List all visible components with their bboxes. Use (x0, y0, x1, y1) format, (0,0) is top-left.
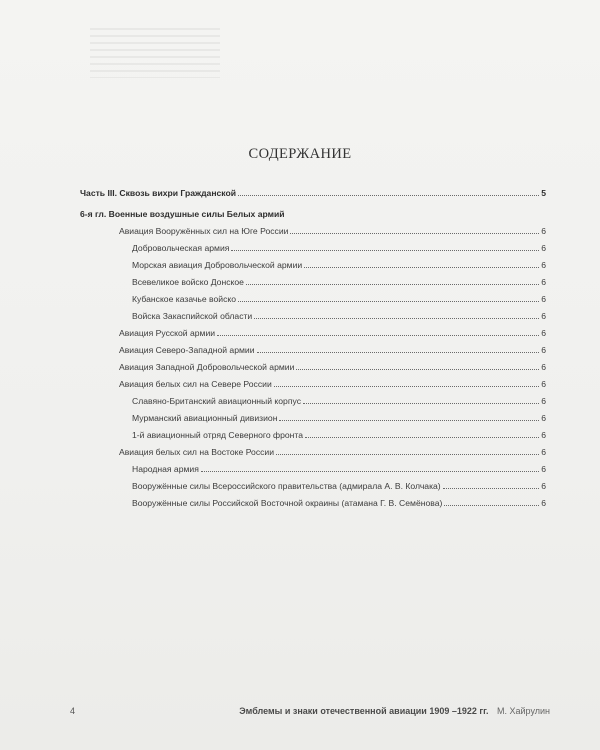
toc-entry (132, 396, 546, 407)
toc-leader-dots (246, 284, 539, 285)
toc-leader-dots (201, 471, 539, 472)
toc-entry (132, 413, 546, 424)
toc-entry-title: Авиация Русской армии (119, 328, 216, 338)
toc-entry (132, 277, 546, 288)
show-through-text (90, 28, 220, 78)
toc-page-number: 6 (541, 413, 546, 423)
toc-page-number: 6 (541, 430, 546, 440)
toc-page-number: 5 (541, 188, 546, 198)
toc-entry (119, 345, 546, 356)
toc-leader-dots (304, 267, 539, 268)
toc-leader-dots (279, 420, 539, 421)
toc-entry-title: 1-й авиационный отряд Северного фронта (132, 430, 304, 440)
toc-leader-dots (238, 195, 539, 196)
toc-entry (119, 328, 546, 339)
running-footer (239, 706, 550, 716)
toc-entry (119, 362, 546, 373)
toc-leader-dots (231, 250, 539, 251)
toc-leader-dots (217, 335, 539, 336)
toc-entry (119, 379, 546, 390)
toc-entry-title: Морская авиация Добровольческой армии (132, 260, 303, 270)
toc-leader-dots (290, 233, 539, 234)
toc-page-number: 6 (541, 481, 546, 491)
toc-entry (132, 498, 546, 509)
page-number: 4 (70, 706, 76, 716)
toc-entry-title: Добровольческая армия (132, 243, 230, 253)
toc-page-number: 6 (541, 464, 546, 474)
book-title: Эмблемы и знаки отечественной авиации 1909 –1922 гг. (239, 706, 489, 716)
toc-entry-title: 6-я гл. Военные воздушные силы Белых армий (80, 209, 285, 219)
toc-leader-dots (276, 454, 539, 455)
toc-leader-dots (296, 369, 539, 370)
page-title: СОДЕРЖАНИЕ (248, 146, 352, 162)
toc-entry-title: Народная армия (132, 464, 199, 474)
toc-page-number: 6 (541, 396, 546, 406)
toc-entry-title: Вооружённые силы Всероссийского правительства (адмирала А. В. Колчака) (132, 481, 441, 491)
toc-entry (80, 209, 287, 220)
toc-leader-dots (303, 403, 539, 404)
toc-leader-dots (257, 352, 540, 353)
toc-page-number: 6 (541, 311, 546, 321)
toc-page-number: 6 (541, 294, 546, 304)
toc-page-number: 6 (541, 379, 546, 389)
author-name: М. Хайрулин (497, 706, 550, 716)
toc-entry (132, 430, 546, 441)
toc-entry-title: Авиация белых сил на Востоке России (119, 447, 275, 457)
toc-entry (80, 188, 546, 199)
toc-entry-title: Вооружённые силы Российской Восточной окраины (атамана Г. В. Семёнова) (132, 498, 443, 508)
toc-entry (132, 260, 546, 271)
toc-leader-dots (254, 318, 539, 319)
toc-entry (119, 447, 546, 458)
toc-entry-title: Авиация Вооружённых сил на Юге России (119, 226, 289, 236)
toc-entry-title: Кубанское казачье войско (132, 294, 237, 304)
toc-page-number: 6 (541, 277, 546, 287)
toc-page-number: 6 (541, 328, 546, 338)
toc-page-number: 6 (541, 362, 546, 372)
toc-leader-dots (443, 488, 540, 489)
toc-page-number: 6 (541, 447, 546, 457)
toc-entry-title: Всевеликое войско Донское (132, 277, 244, 287)
toc-leader-dots (238, 301, 539, 302)
toc-entry (119, 226, 546, 237)
toc-entry (132, 294, 546, 305)
toc-leader-dots (444, 505, 539, 506)
toc-page-number: 6 (541, 260, 546, 270)
toc-entry (132, 243, 546, 254)
toc-entry-title: Мурманский авиационный дивизион (132, 413, 278, 423)
toc-entry-title: Войска Закаспийской области (132, 311, 253, 321)
toc-leader-dots (274, 386, 539, 387)
toc-entry (132, 481, 546, 492)
toc-entry-title: Славяно-Британский авиационный корпус (132, 396, 301, 406)
toc-page-number: 6 (541, 226, 546, 236)
toc-page-number: 6 (541, 243, 546, 253)
toc-entry-title: Авиация Западной Добровольческой армии (119, 362, 295, 372)
toc-leader-dots (305, 437, 539, 438)
toc-page-number: 6 (541, 498, 546, 508)
toc-entry-title: Авиация белых сил на Севере России (119, 379, 272, 389)
toc-entry (132, 464, 546, 475)
toc-entry-title: Авиация Северо-Западной армии (119, 345, 255, 355)
toc-page-number: 6 (541, 345, 546, 355)
toc-entry-title: Часть III. Сквозь вихри Гражданской (80, 188, 237, 198)
toc-entry (132, 311, 546, 322)
